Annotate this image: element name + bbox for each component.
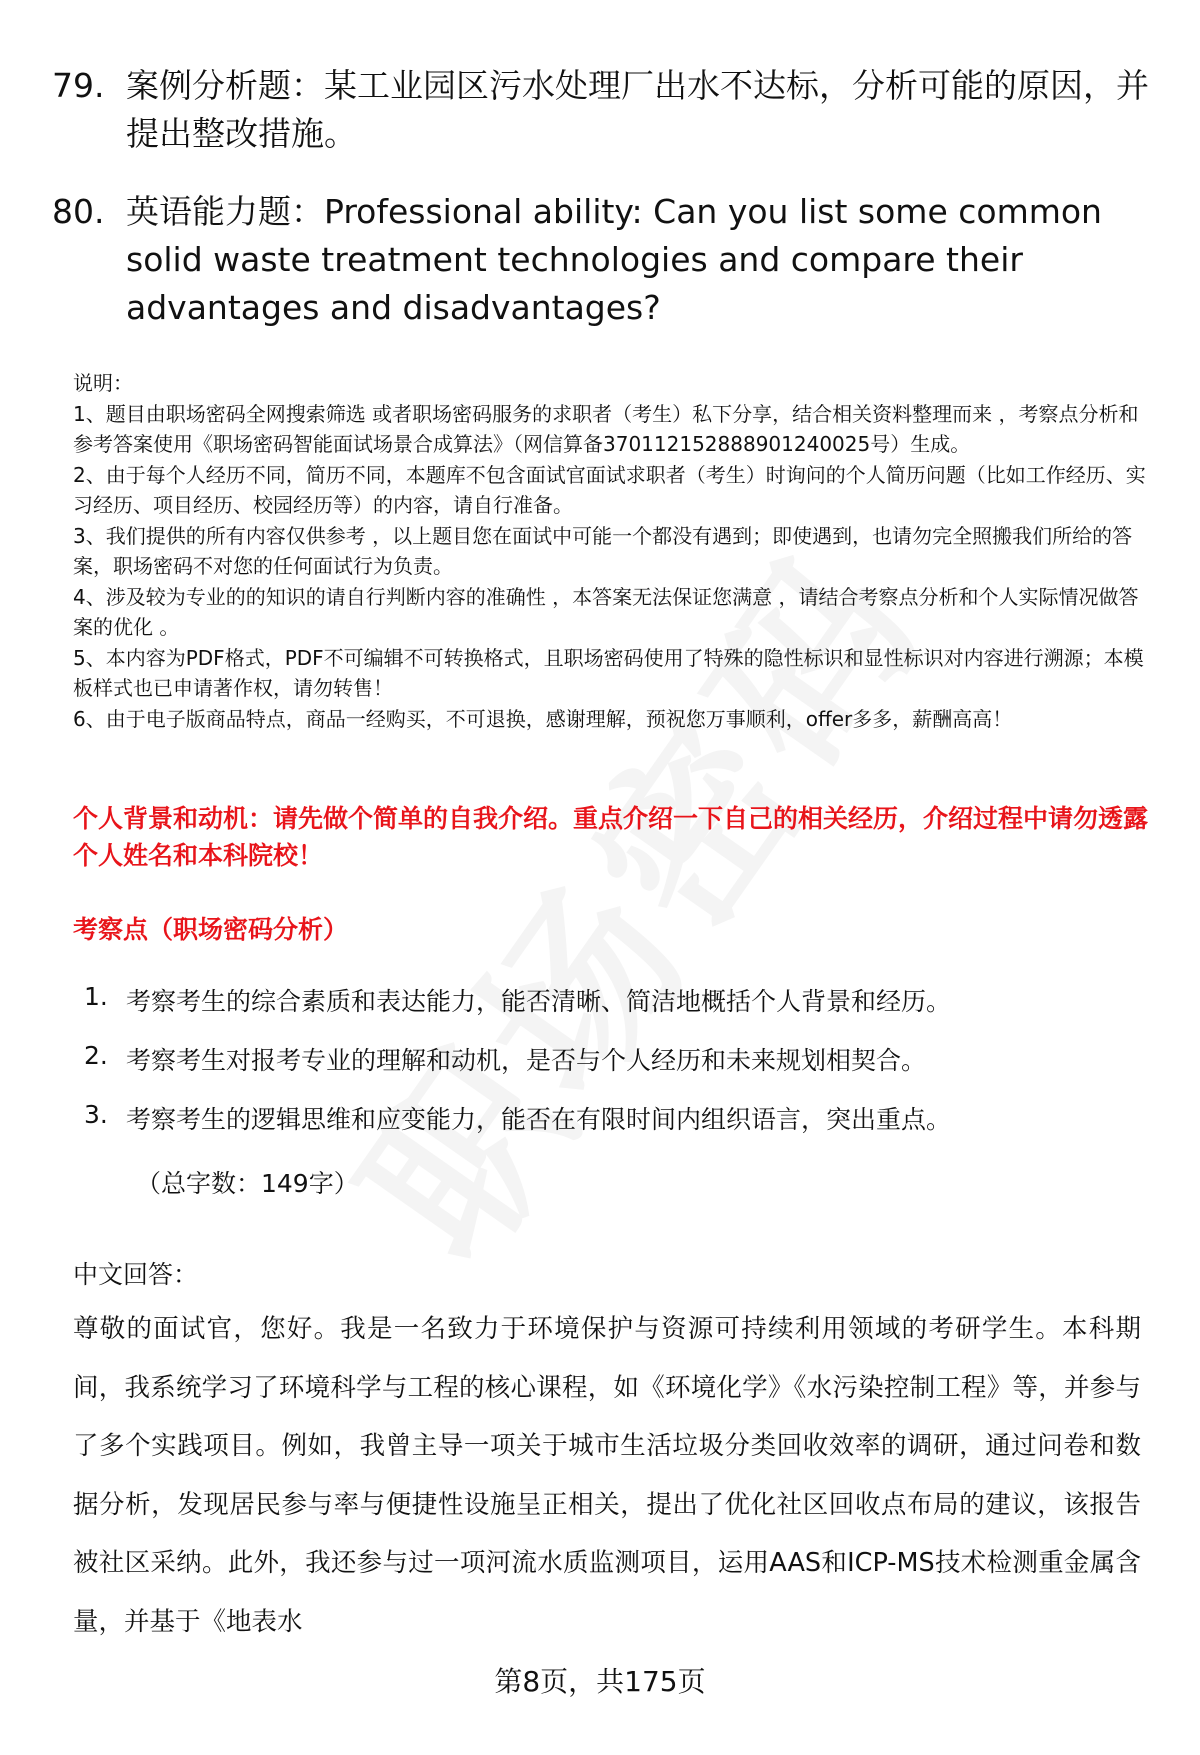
list-text: 考察考生对报考专业的理解和动机，是否与个人经历和未来规划相契合。: [126, 1046, 927, 1075]
page-footer: 第8页，共175页: [494, 1665, 706, 1698]
note-item: 4、涉及较为专业的的知识的请自行判断内容的准确性 ，本答案无法保证您满意 ，请结合考察点分析和个人实际情况做答案的优化 。: [73, 584, 1139, 639]
question-number: 80.: [52, 192, 105, 231]
list-item: [84, 1100, 1164, 1159]
points-title: 考察点（职场密码分析）: [73, 915, 349, 944]
question-text: 英语能力题：Professional ability: Can you list some common solid waste treatment technologies and compare their advantages and disadvantages?: [126, 192, 1102, 327]
question-80: [52, 188, 1162, 332]
question-79: [52, 62, 1162, 158]
list-text: 考察考生的逻辑思维和应变能力，能否在有限时间内组织语言，突出重点。: [126, 1105, 952, 1134]
notes-title: 说明：: [73, 371, 133, 395]
list-item: [84, 1041, 1164, 1100]
list-number: 1.: [84, 982, 108, 1011]
answer-label: 中文回答：: [73, 1260, 199, 1289]
list-number: 2.: [84, 1041, 108, 1070]
notes-block: [73, 368, 1148, 734]
note-item: 6、由于电子版商品特点，商品一经购买，不可退换，感谢理解，预祝您万事顺利，offer多多，薪酬高高！: [73, 706, 1013, 731]
interview-question: 个人背景和动机：请先做个简单的自我介绍。重点介绍一下自己的相关经历，介绍过程中请勿透露个人姓名和本科院校！: [73, 804, 1149, 870]
note-item: 2、由于每个人经历不同，简历不同，本题库不包含面试官面试求职者（考生）时询问的个人简历问题（比如工作经历、实习经历、项目经历、校园经历等）的内容，请自行准备。: [73, 462, 1146, 517]
list-number: 3.: [84, 1100, 108, 1129]
word-count: （总字数：149字）: [136, 1169, 359, 1198]
points-list: [84, 982, 1164, 1159]
note-item: 5、本内容为PDF格式，PDF不可编辑不可转换格式，且职场密码使用了特殊的隐性标识和显性标识对内容进行溯源；本模板样式也已申请著作权，请勿转售！: [73, 645, 1144, 700]
list-item: [84, 982, 1164, 1041]
question-number: 79.: [52, 66, 105, 105]
list-text: 考察考生的综合素质和表达能力，能否清晰、简洁地概括个人背景和经历。: [126, 987, 952, 1016]
question-text: 案例分析题：某工业园区污水处理厂出水不达标，分析可能的原因，并提出整改措施。: [126, 66, 1149, 153]
note-item: 1、题目由职场密码全网搜索筛选 或者职场密码服务的求职者（考生）私下分享，结合相关资料整理而来 ，考察点分析和参考答案使用《职场密码智能面试场景合成算法》（网信算备370112152888901240025号）生成。: [73, 401, 1139, 456]
note-item: 3、我们提供的所有内容仅供参考 ，以上题目您在面试中可能一个都没有遇到；即使遇到，也请勿完全照搬我们所给的答案，职场密码不对您的任何面试行为负责。: [73, 523, 1133, 578]
answer-text: 尊敬的面试官，您好。我是一名致力于环境保护与资源可持续利用领域的考研学生。本科期间，我系统学习了环境科学与工程的核心课程，如《环境化学》《水污染控制工程》等，并参与了多个实践项目。例如，我曾主导一项关于城市生活垃圾分类回收效率的调研，通过问卷和数据分析，发现居民参与率与便捷性设施呈正相关，提出了优化社区回收点布局的建议，该报告被社区采纳。此外，我还参与过一项河流水质监测项目，运用AAS和ICP-MS技术检测重金属含量，并基于《地表水: [73, 1314, 1141, 1637]
